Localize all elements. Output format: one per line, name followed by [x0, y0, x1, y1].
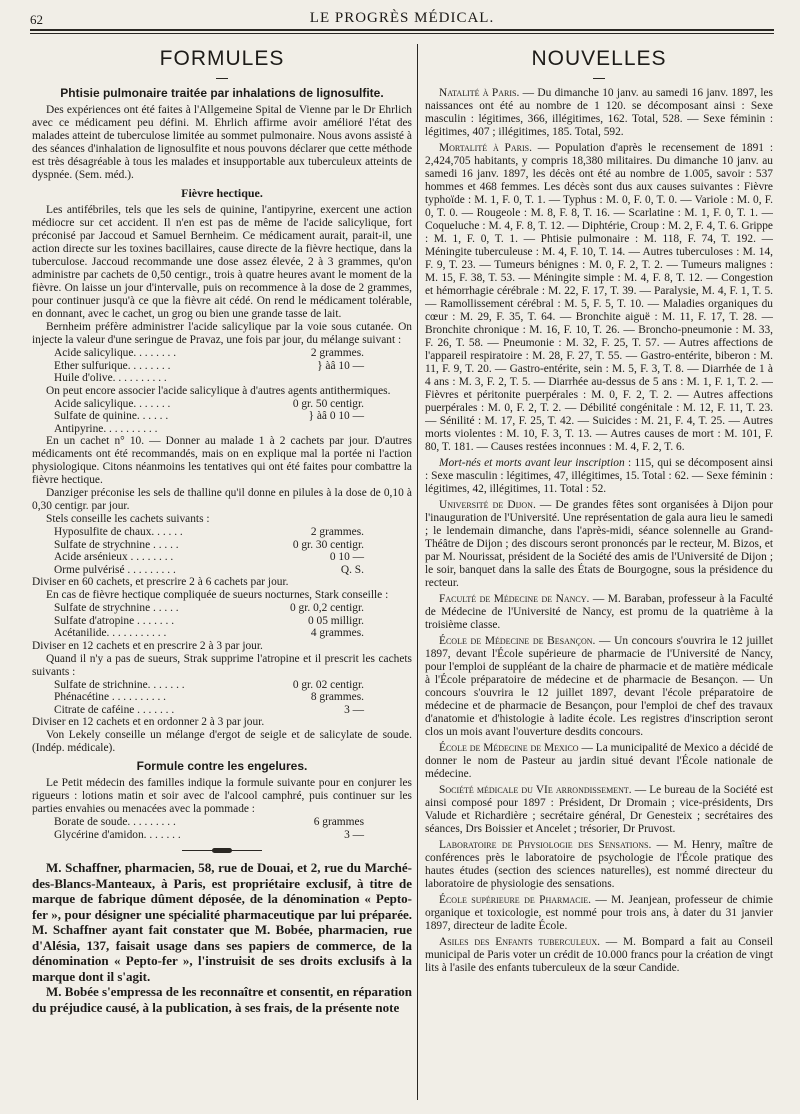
fievre-paragraph: En cas de fièvre hectique compliquée de sueurs nocturnes, Stark conseille : [46, 589, 389, 601]
news-label: Société médicale du VIe arrondissement. [439, 784, 632, 796]
ingredient-quantity: 2 grammes. [310, 526, 364, 538]
news-item [425, 142, 773, 454]
ingredient-name: Hyposulfite de chaux. . . . . . [54, 526, 183, 538]
ingredient-name: Sulfate de strychnine . . . . . [54, 538, 179, 551]
formules-heading: FORMULES [159, 47, 285, 70]
news-text: — Un concours s'ouvrira le 12 juillet 1897, devant l'École supérieure de pharmacie de l'Université de Nancy, pour l'emploi de suppléant de la chaire de pharmacie et de matière médicale à l'École préparatoire de médecine et de pharmacie de Besançon. — Un concours s'ouvrira le 12 juillet 1897, devant l'école préparatoire de médecine et de pharmacie de Besançon, pour l'emploi de chef des travaux d'anatomie et d'histologie à ladite école. Les registres d'inscription seront clos un mois avant l'ouverture desdits concours. [425, 635, 773, 738]
fievre-paragraph: Stels conseille les cachets suivants : [46, 513, 210, 525]
news-label: Mortalité à Paris. [439, 142, 532, 154]
news-label: Asiles des Enfants tuberculeux. [439, 936, 601, 948]
news-text: — M. Bompard a fait au Conseil municipal de Paris voter un crédit de 10.000 francs pour la création de vingt lits à l'asile des enfants tuberculeux de la sœur Candide. [425, 936, 773, 974]
ingredient-quantity [255, 372, 412, 385]
news-item [425, 839, 773, 891]
fievre-paragraph: Von Lekely conseille un mélange d'ergot de seigle et de salicylate de soude. (Indép. médicale). [32, 729, 412, 754]
news-item [425, 784, 773, 836]
ingredient-name: Huile d'olive. . . . . . . . . . [54, 372, 167, 384]
prescription-row [32, 704, 412, 717]
prescription-row [32, 564, 412, 577]
ingredient-name: Sulfate de strichnine. . . . . . . [54, 678, 185, 691]
news-item [425, 87, 773, 139]
ornament-separator [182, 849, 262, 852]
prescription-row [32, 679, 412, 692]
news-label: Faculté de Médecine de Nancy. [439, 593, 590, 605]
prescription-table [32, 347, 412, 385]
nouvelles-column [425, 44, 773, 1110]
prescription-table [32, 816, 412, 841]
prescription-row [32, 372, 412, 385]
fievre-paragraph: En un cachet n° 10. — Donner au malade 1 à 2 cachets par jour. D'autres médicaments ont été recommandés, mais on en explique mal la portée ni l'action physiologique. Citons néanmoins les tentatives qui ont été faites pour combattre la fièvre hectique. [32, 435, 412, 486]
ingredient-name: Ether sulfurique. . . . . . . . [54, 359, 171, 372]
engelures-paragraph: Le Petit médecin des familles indique la formule suivante pour en conjurer les rigueurs : lotions matin et soir avec de l'alcool camphré, puis continuer sur les parties envahies ou menacées avec la pommade : [32, 777, 412, 815]
prescription-table [32, 602, 412, 640]
ingredient-name: Acide arsénieux . . . . . . . . [54, 551, 174, 563]
prescription-row [32, 627, 412, 640]
notice-paragraph: M. Bobée s'empressa de les reconnaître et consentit, en réparation du préjudice causé, à la publication, à ses frais, de la présente note [32, 984, 412, 1015]
ingredient-quantity [236, 423, 412, 436]
prescription-row [32, 347, 412, 360]
ingredient-name: Phénacétine . . . . . . . . . . [54, 691, 166, 703]
ingredient-quantity: Q. S. [340, 563, 364, 576]
prescription-row [32, 691, 412, 704]
prescription-row [32, 526, 412, 539]
ingredient-name: Sulfate de quinine. . . . . . [54, 410, 169, 422]
news-label: École supérieure de Pharmacie. [439, 894, 591, 906]
fievre-paragraph: Diviser en 12 cachets et en ordonner 2 à 3 par jour. [32, 716, 265, 728]
ingredient-name: Acide salicylique. . . . . . . [54, 397, 171, 410]
prescription-row [32, 539, 412, 552]
header-rule-thin [30, 33, 774, 34]
phtisie-title: Phtisie pulmonaire traitée par inhalations de lignosulfite. [60, 86, 384, 100]
news-label: École de Médecine de Mexico [439, 742, 579, 754]
engelures-title: Formule contre les engelures. [136, 759, 308, 773]
nouvelles-heading: NOUVELLES [531, 47, 667, 70]
ingredient-quantity: 3 — [344, 828, 364, 841]
ingredient-quantity: 8 grammes. [310, 691, 364, 703]
ingredient-quantity: 0 05 milligr. [307, 614, 364, 627]
prescription-row [32, 829, 412, 842]
prescription-row [32, 816, 412, 829]
fievre-paragraph: Diviser en 12 cachets et en prescrire 2 à 3 par jour. [32, 639, 263, 652]
heading-dash [216, 78, 228, 79]
news-item [425, 457, 773, 496]
prescription-row [32, 398, 412, 411]
ingredient-name: Borate de soude. . . . . . . . . [54, 816, 176, 828]
news-label: Laboratoire de Physiologie des Sensations. [439, 839, 652, 851]
prescription-row [32, 615, 412, 628]
prescription-table [32, 398, 412, 436]
news-item [425, 742, 773, 781]
ingredient-name: Glycérine d'amidon. . . . . . . [54, 828, 181, 841]
news-text: — M. Jeanjean, professeur de chimie organique et toxicologie, est nommé pour trois ans, à dater du 31 janvier 1897, directeur de ladite École. [425, 894, 773, 932]
news-text: — De grandes fêtes sont organisées à Dijon pour l'inauguration de l'Université. Une représentation de gala aura lieu le samedi ; le lendemain dimanche, dans l'après-midi, séance solennelle au Grand-Théâtre de Dijon ; des discours seront prononcés par le recteur, M. Bizos, et par M. Nourissat, président de la Société des amis de l'Université de Dijon ; le soir, banquet dans la salle des États de Bourgogne, sous la présidence du recteur. [425, 499, 773, 589]
prescription-row [32, 602, 412, 615]
news-text: — La municipalité de Mexico a décidé de donner le nom de Pasteur au jardin situé devant l'École nationale de médecine. [425, 742, 773, 780]
ingredient-quantity: 3 — [344, 703, 364, 716]
ingredient-name: Orme pulvérisé . . . . . . . . . [54, 563, 176, 576]
journal-title: LE PROGRÈS MÉDICAL. [309, 10, 495, 26]
fievre-paragraph: Danziger préconise les sels de thalline qu'il donne en pilules à la dose de 0,10 à 0,30 centigr. par jour. [32, 487, 412, 512]
fievre-paragraph: On peut encore associer l'acide salicylique à d'autres agents antithermiques. [46, 384, 391, 397]
page-number: 62 [30, 12, 43, 27]
ingredient-quantity: 4 grammes. [310, 627, 364, 639]
news-label: Natalité à Paris. [439, 87, 520, 99]
news-text: — Du dimanche 10 janv. au samedi 16 janv. 1897, les naissances ont été au nombre de 1 120. se décomposant ainsi : Sexe masculin : légitimes, 366, illégitimes, 162. Total, 528. — Sexe féminin : légitimes, 407 ; illégitimes, 185. Total, 592. [425, 87, 773, 138]
fievre-paragraph: Quand il n'y a pas de sueurs, Strak supprime l'atropine et il prescrit les cachets suivants : [32, 652, 412, 678]
news-text: — M. Henry, maître de conférences près le laboratoire de psychologie de l'École pratique des hautes études (section des sciences naturelles), est nommé directeur du laboratoire de physiologie des sensations. [425, 839, 773, 890]
ingredient-quantity: 2 grammes. [310, 347, 364, 359]
news-label: Mort-nés et morts avant leur inscription [439, 457, 625, 469]
news-item [425, 894, 773, 933]
ingredient-quantity: 0 10 — [329, 551, 364, 563]
fievre-title: Fièvre hectique. [181, 186, 263, 200]
ingredient-name: Antipyrine. . . . . . . . . . [54, 422, 158, 435]
news-label: Université de Dijon. [439, 499, 536, 511]
ingredient-name: Acétanilide. . . . . . . . . . . [54, 627, 167, 639]
news-text: — Le bureau de la Société est ainsi composé pour 1897 : Président, Dr Dromain ; vice-présidents, Drs Valude et Richardière ; secrétaire général, Dr Genesteix ; secrétaires des séances, Drs Boissier et Ancelet ; trésorier, Dr Pruvost. [425, 784, 773, 835]
notice-paragraph: M. Schaffner, pharmacien, 58, rue de Douai, et 2, rue du Marché-des-Blancs-Manteaux, à Paris, est propriétaire exclusif, à titre de marque de fabrique dûment déposée, de la dénomination « Pepto-fer », pour désigner une spécialité pharmaceutique par lui préparée. M. Schaffner ayant fait constater que M. Bobée, pharmacien, rue d'Alésia, 137, faisait usage dans ses papiers de commerce, de la dénomination « Pepto-fer », l'instruisit de ses droits exclusifs à la marque dont il s'agit. [32, 860, 412, 984]
heading-dash [593, 78, 605, 79]
ingredient-quantity: 0 gr. 30 centigr. [292, 538, 364, 551]
prescription-row [32, 423, 412, 436]
formules-column [32, 44, 412, 1110]
ingredient-quantity: 6 grammes [313, 816, 364, 828]
ingredient-quantity: 0 gr. 50 centigr. [292, 397, 364, 410]
news-label: École de Médecine de Besançon. [439, 635, 596, 647]
news-text: — M. Baraban, professeur à la Faculté de Médecine de l'Université de Nancy, est promu de la quatrième à la troisième classe. [425, 593, 773, 631]
ingredient-quantity: 0 gr. 02 centigr. [292, 678, 364, 691]
ingredient-name: Sulfate d'atropine . . . . . . . [54, 614, 175, 627]
news-text: — Population d'après le recensement de 1891 : 2,424,705 habitants, y compris 18,380 militaires. Du dimanche 10 janv. au samedi 16 janv. 1897, les décès ont été au nombre de 1.005, savoir : 537 hommes et 468 femmes. Les décès sont dus aux causes suivantes : Fièvre typhoïde : M. 1, F. 0, T. 1. — Typhus : M. 0, F. 0, T. 0. — Variole : M. 0, F. 0, T. 0. — Rougeole : M. 8, F. 8, T. 16. — Scarlatine : M. 1, F. 0, T. 1. — Coqueluche : M. 4, F. 8, T. 12. — Diphtérie, Croup : M. 2, F. 4, T. 6. Grippe : M. 1, F. 0, T. 1. — Phtisie pulmonaire : M. 118, F. 74, T. 192. — Méningite tuberculeuse : M. 4, F. 10, T. 14. — Autres tuberculoses : M. 14, F. 9, T. 23. — Tumeurs bénignes : M. 0, F. 2, T. 2. — Tumeurs malignes : M. 15, F. 38, T. 53. — Méningite simple : M. 4, F. 8, T. 12. — Congestion et hémorrhagie cérébrale : M. 22, F. 17, T. 39. — Paralysie, M. 4, F. 1, T. 5. — Ramollissement cérébral : M. 5, F. 5, T. 10. — Maladies organiques du cœur : M. 29, F. 35, T. 64. — Bronchite aiguë : M. 11, F. 17, T. 28. — Bronchite chronique : M. 16, F. 10, T. 26. — Broncho-pneumonie : M. 33, F. 26, T. 58. — Pneumonie : M. 32, F. 25, T. 57. — Autres affections de l'appareil respiratoire : M. 28, F. 27, T. 55. — Gastro-entérite, biberon : M. 11, F. 9, T. 20. — Gastro-entérite, sein : M. 5, F. 3, T. 8. — Diarrhée de 1 à 4 ans : M. 3, F. 2, T. 5. — Diarrhée au-dessus de 5 ans : M. 1, F. 1, T. 2. — Fièvres et péritonite puerpérales : M. 0, F. 2, T. 2. — Autres affections puerpérales : M. 0, F. 2, T. 2. — Débilité congénitale : M. 12, F. 11, T. 23. — Sénilité : M. 17, F. 25, T. 42. — Suicides : M. 21, F. 4, T. 25. — Autres morts violentes : M. 10, F. 3, T. 13. — Autres causes de mort : M. 101, F. 80, T. 181. — Causes restées inconnues : M. 4, F. 2, T. 6. [425, 142, 773, 453]
ingredient-quantity: } àâ 0 10 — [308, 410, 364, 422]
fievre-paragraph: Diviser en 60 cachets, et prescrire 2 à 6 cachets par jour. [32, 576, 289, 588]
ingredient-name: Citrate de caféine . . . . . . . [54, 703, 175, 716]
ingredient-quantity: 0 gr. 0,2 centigr. [289, 602, 364, 614]
running-header [30, 6, 774, 28]
news-item [425, 936, 773, 975]
ingredient-name: Acide salicylique. . . . . . . . [54, 347, 177, 359]
schaffner-notice [32, 860, 412, 1015]
news-text: : 115, qui se décomposent ainsi : Sexe masculin : légitimes, 47, illégitimes, 15. Total : 62. — Sexe féminin : légitimes, 42, illégitimes, 11. Total : 52. [425, 457, 773, 495]
news-item [425, 635, 773, 739]
fievre-paragraph: Bernheim préfère administrer l'acide salicylique par la voie sous cutanée. On injecte la valeur d'une seringue de Pravaz, une fois par jour, du mélange suivant : [32, 321, 412, 346]
ingredient-name: Sulfate de strychnine . . . . . [54, 602, 179, 614]
ingredient-quantity: } àâ 10 — [317, 359, 364, 372]
fievre-paragraph: Les antifébriles, tels que les sels de quinine, l'antipyrine, exercent une action médiocre sur cet accident. Il n'en est pas de même de l'acide salicylique, fort préconisé par Jaccoud et Samuel Bernheim. Ce médicament aurait, parait-il, une action directe sur les toxines bacillaires, cause directe de la fièvre hectique, dans la tuberculose. Jaccoud recommande une dose assez élevée, 2 à 3 grammes, qu'on administre par cachets de 0,50 centigr., trois à quatre heures avant le moment de la fièvre. On laisse un jour d'intervalle, puis on recommence à la dose de 2 grammes, pour continuer jusqu'à ce que la fièvre ait cédé. On rend le médicament tolérable, en donnant, avec le cachet, un grog ou bien une grande tasse de lait. [32, 204, 412, 320]
header-rule [30, 29, 774, 31]
phtisie-text: Des expériences ont été faites à l'Allgemeine Spital de Vienne par le Dr Ehrlich avec ce médicament peu défini. M. Ehrlich affirme avoir amélioré l'état des malades atteint de tuberculose limitée au sommet pulmonaire. Nous avons assisté à des séances d'inhalation de lignosulfite et nous pouvons déclarer que cette méthode est très désagréable à tous les malades et insupportable aux tuberculeux atteints de dyspnée. (Sem. méd.). [32, 104, 412, 181]
news-item [425, 593, 773, 632]
prescription-row [32, 551, 412, 564]
prescription-row [32, 410, 412, 423]
prescription-table [32, 679, 412, 717]
column-divider [417, 44, 418, 1100]
prescription-table [32, 526, 412, 576]
prescription-row [32, 360, 412, 373]
news-item [425, 499, 773, 590]
